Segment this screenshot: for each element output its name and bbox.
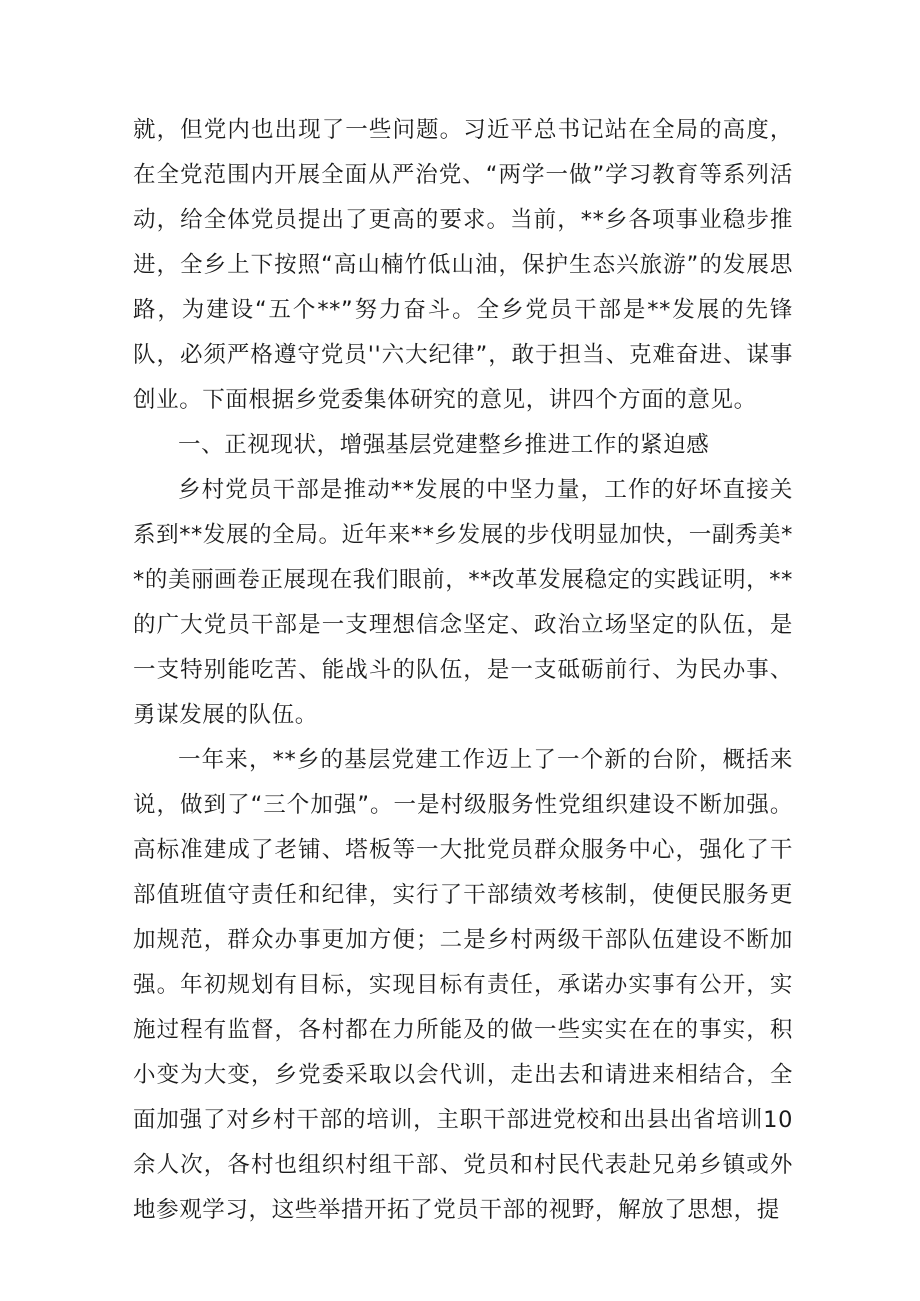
paragraph-continuation: 就，但党内也出现了一些问题。习近平总书记站在全局的高度，在全党范围内开展全面从严治党、“两学一做”学习教育等系列活动，给全体党员提出了更高的要求。当前，**乡各项事业稳步推进，全乡上下按照“高山楠竹低山油，保护生态兴旅游”的发展思路，为建设“五个**”努力奋斗。全乡党员干部是**发展的先锋队，必须严格遵守党员''六大纪律”，敢于担当、克难奋进、谋事创业。下面根据乡党委集体研究的意见，讲四个方面的意见。: [133, 117, 793, 413]
paragraph-party-members: 乡村党员干部是推动**发展的中坚力量，工作的好坏直接关系到**发展的全局。近年来**乡发展的步伐明显加快，一副秀美**的美丽画卷正展现在我们眼前，**改革发展稳定的实践证明，**的广大党员干部是一支理想信念坚定、政治立场坚定的队伍，是一支特别能吃苦、能战斗的队伍，是一支砥砺前行、为民办事、勇谋发展的队伍。: [133, 477, 793, 728]
section-heading: 一、正视现状，增强基层党建整乡推进工作的紧迫感: [178, 432, 710, 458]
document-body: [133, 108, 793, 1233]
paragraph-year-review: 一年来，**乡的基层党建工作迈上了一个新的台阶，概括来说，做到了“三个加强”。一是村级服务性党组织建设不断加强。高标准建成了老铺、塔板等一大批党员群众服务中心，强化了干部值班值守责任和纪律，实行了干部绩效考核制，使便民服务更加规范，群众办事更加方便；二是乡村两级干部队伍建设不断加强。年初规划有目标，实现目标有责任，承诺办实事有公开，实施过程有监督，各村都在力所能及的做一些实实在在的事实，积小变为大变，乡党委采取以会代训，走出去和请进来相结合，全面加强了对乡村干部的培训，主职干部进党校和出县出省培训10余人次，各村也组织村组干部、党员和村民代表赴兄弟乡镇或外地参观学习，这些举措开拓了党员干部的视野，解放了思想，提: [133, 747, 793, 1223]
